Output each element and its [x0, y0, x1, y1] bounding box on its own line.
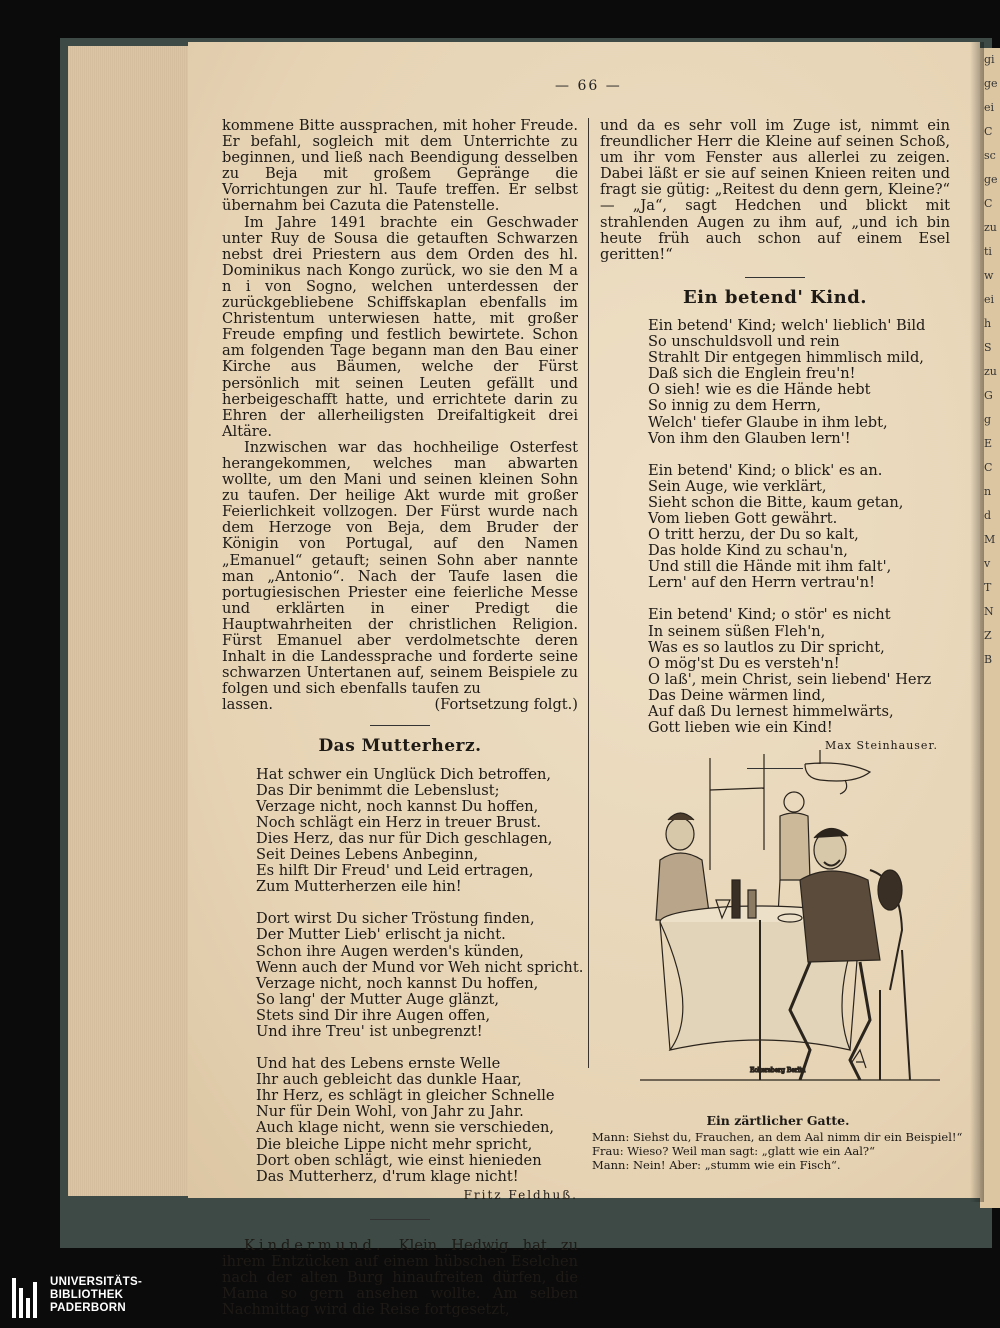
- poem-line: Sieht schon die Bitte, kaum getan,: [648, 493, 904, 511]
- next-page-fragment: gi: [984, 53, 995, 66]
- caption-line: Mann: Nein! Aber: „stumm wie ein Fisch“.: [592, 1158, 841, 1172]
- next-page-fragment: ge: [984, 77, 998, 90]
- column-divider: [588, 118, 589, 1068]
- gutter-shadow: [970, 42, 984, 1202]
- poem-line: Dies Herz, das nur für Dich geschlagen,: [256, 829, 553, 847]
- poem-line: Dort oben schlägt, wie einst hienieden: [256, 1151, 542, 1169]
- library-logo-line: UNIVERSITÄTS-: [50, 1276, 143, 1288]
- poem-line: Von ihm den Glauben lern'!: [648, 429, 851, 447]
- illustration-caption: [592, 1114, 964, 1172]
- right-column: [600, 118, 950, 781]
- caption-line: Frau: Wieso? Weil man sagt: „glatt wie ein Aal?“: [592, 1144, 875, 1158]
- poem-line: Hat schwer ein Unglück Dich betroffen,: [256, 765, 552, 783]
- illustration-signature: Eckersberg Berlin: [750, 1067, 806, 1074]
- poem-stanza: [256, 767, 578, 896]
- poem-line: Das Dir benimmt die Lebenslust;: [256, 781, 500, 799]
- poem-line: Auf daß Du lernest himmelwärts,: [648, 703, 894, 720]
- poem-line: Was es so lautlos zu Dir spricht,: [648, 638, 885, 656]
- poem-betend-kind: [648, 318, 950, 736]
- poem-mutterherz: [256, 765, 584, 1185]
- poem-line: So lang' der Mutter Auge glänzt,: [256, 990, 499, 1008]
- next-page-fragment: ti: [984, 245, 992, 258]
- poem-line: Wenn auch der Mund vor Weh nicht spricht.: [256, 958, 584, 976]
- poem-author: Max Steinhauser.: [824, 739, 938, 753]
- next-page-fragment: g: [984, 413, 992, 426]
- section-rule: [370, 725, 430, 726]
- poem-line: O laß', mein Christ, sein liebend' Herz: [648, 670, 932, 688]
- poem-line: Und hat des Lebens ernste Welle: [256, 1055, 501, 1073]
- poem-line: O mög'st Du es versteh'n!: [648, 654, 840, 672]
- poem-line: Vom lieben Gott gewährt.: [648, 509, 838, 527]
- poem-title: Das Mutterherz.: [318, 736, 482, 757]
- poem-line: Strahlt Dir entgegen himmlisch mild,: [648, 349, 924, 367]
- library-logo-icon: [12, 1278, 42, 1318]
- poem-author: Fritz Feldhuß.: [463, 1187, 578, 1202]
- poem-line: Verzage nicht, noch kannst Du hoffen,: [256, 797, 539, 815]
- next-page-fragment: G: [984, 389, 993, 402]
- poem-stanza: [648, 463, 950, 592]
- poem-line: Stets sind Dir ihre Augen offen,: [256, 1006, 491, 1024]
- intro-paragraph: kommene Bitte aussprachen, mit hoher Freude. Er befahl, sogleich mit dem Unterrichte zu beginnen, und ließ nach Beendigung desselben zu Beja mit großem Gepränge die Vorrichtungen zur hl. Taufe treffen. Er selbst übernahm bei Cazuta die Patenstelle.: [222, 117, 578, 215]
- paragraph-end: [222, 697, 578, 713]
- next-page-fragment: T: [984, 581, 992, 594]
- left-column: [222, 117, 584, 1319]
- next-page-fragment: zu: [984, 365, 997, 378]
- next-page-fragment: ei: [984, 101, 995, 114]
- next-page-fragment: d: [984, 509, 992, 522]
- poem-line: Sein Auge, wie verklärt,: [648, 477, 827, 495]
- next-page-fragment: h: [984, 317, 992, 330]
- poem-line: Es hilft Dir Freud' und Leid ertragen,: [256, 862, 534, 880]
- page-edges: [68, 46, 196, 1196]
- poem-line: Ein betend' Kind; o stör' es nicht: [648, 606, 891, 624]
- next-page-fragment: E: [984, 437, 993, 450]
- intro-paragraph: und da es sehr voll im Zuge ist, nimmt ein freundlicher Herr die Kleine auf seinen Schoß, um ihr vom Fenster aus allerlei zu zeigen. Dabei läßt er sie auf seinen Knieen reiten und fragt sie gütig: „Reitest du denn gern, Kleine?“ — „Ja“, sagt Hedchen und blickt mit strahlenden Augen zu ihm auf, „und ich bin heute früh auch schon auf einem Esel geritten!“: [600, 117, 950, 263]
- poem-stanza: [648, 607, 950, 736]
- library-logo-line: PADERBORN: [50, 1302, 126, 1314]
- poem-line: Die bleiche Lippe nicht mehr spricht,: [256, 1135, 533, 1153]
- paragraph: Inzwischen war das hochheilige Osterfest herangekommen, welches man abwarten wollte, um den Mani und seinen kleinen Sohn zu taufen. Der heilige Akt wurde mit großer Feierlichkeit vollzogen. Der Fürst wurde nach dem Herzoge von Beja, dem Bruder der Königin von Portugal, auf den Namen „Emanuel“ getauft; seinen Sohn aber nannte man „Antonio“. Nach der Taufe lasen die portugiesischen Priester eine feierliche Messe und erklärten in einer Predigt die Hauptwahrheiten der christlichen Religion. Fürst Emanuel aber verdolmetschte deren Inhalt in die Landessprache und forderte seine schwarzen Untertanen auf, seinem Beispiele zu folgen und sich ebenfalls taufen zu: [222, 438, 578, 698]
- caption-line: Mann: Siehst du, Frauchen, an dem Aal nimm dir ein Beispiel!“: [592, 1130, 963, 1144]
- next-page-fragment: ge: [984, 173, 998, 186]
- kindermund-paragraph: [222, 1238, 578, 1318]
- next-page-fragment: n: [984, 485, 992, 498]
- next-page-fragment: S: [984, 341, 992, 354]
- poem-line: O tritt herzu, der Du so kalt,: [648, 526, 859, 544]
- poem-title: Ein betend' Kind.: [682, 286, 868, 308]
- poem-line: Das holde Kind zu schau'n,: [648, 542, 848, 560]
- next-page-fragment: C: [984, 197, 993, 210]
- poem-line: So innig zu dem Herrn,: [648, 397, 822, 415]
- next-page-fragment: w: [984, 269, 994, 282]
- next-page-fragment: C: [984, 125, 993, 138]
- poem-line: Ihr Herz, es schlägt in gleicher Schnelle: [256, 1087, 555, 1105]
- poem-line: Verzage nicht, noch kannst Du hoffen,: [256, 974, 539, 992]
- poem-line: Auch klage nicht, wenn sie verschieden,: [256, 1119, 554, 1137]
- next-page-fragment: zu: [984, 221, 997, 234]
- poem-line: Schon ihre Augen werden's künden,: [256, 942, 524, 960]
- cafe-scene-illustration: [640, 750, 940, 1110]
- poem-line: In seinem süßen Fleh'n,: [648, 622, 826, 640]
- section-rule: [370, 1219, 430, 1220]
- poem-line: O sieh! wie es die Hände hebt: [648, 381, 871, 399]
- poem-stanza: [648, 318, 950, 447]
- next-page-fragment: B: [984, 653, 993, 666]
- next-page-fragment: M: [984, 533, 996, 546]
- poem-stanza: [256, 910, 584, 1040]
- paragraph-last-word: lassen.: [222, 696, 274, 714]
- poem-line: Seit Deines Lebens Anbeginn,: [256, 846, 479, 864]
- poem-line: Ihr auch gebleicht das dunkle Haar,: [256, 1071, 522, 1089]
- poem-line: Dort wirst Du sicher Tröstung finden,: [256, 910, 535, 928]
- poem-line: Lern' auf den Herrn vertrau'n!: [648, 574, 875, 592]
- next-page-fragment: v: [984, 557, 991, 570]
- library-logo-line: BIBLIOTHEK: [50, 1289, 124, 1301]
- poem-line: Ein betend' Kind; o blick' es an.: [648, 461, 883, 479]
- poem-line: Noch schlägt ein Herz in treuer Brust.: [256, 813, 541, 831]
- continuation-note: (Fortsetzung folgt.): [434, 696, 578, 714]
- poem-line: Welch' tiefer Glaube in ihm lebt,: [648, 413, 888, 431]
- next-page-fragment: sc: [984, 149, 996, 162]
- section-rule: [745, 277, 805, 278]
- kindermund-text: Klein Hedwig hat zu ihrem Entzücken auf einem hübschen Eselchen nach der alten Burg hinaufreiten dürfen, die Mama so gern ansehen wollte. Am selben Nachmittag wird die Reise fortgesetzt,: [222, 1236, 578, 1319]
- poem-line: Das Deine wärmen lind,: [648, 686, 826, 704]
- kindermund-label: Kindermund.: [244, 1236, 385, 1254]
- poem-line: Das Mutterherz, d'rum klage nicht!: [256, 1167, 519, 1185]
- poem-line: Daß sich die Englein freu'n!: [648, 365, 856, 383]
- next-page-fragment: N: [984, 605, 994, 618]
- poem-line: Ein betend' Kind; welch' lieblich' Bild: [648, 316, 926, 334]
- poem-line: Und ihre Treu' ist unbegrenzt!: [256, 1022, 483, 1040]
- paragraph: Im Jahre 1491 brachte ein Geschwader unter Ruy de Sousa die getauften Schwarzen nebst drei Priestern aus dem Orden des hl. Dominikus nach Kongo zurück, wo sie den M a n i von Sogno, welchen unterdessen der zurückgebliebene Schiffskaplan ebenfalls im Christentum unterwiesen hatte, mit großer Freude empfing und festlich bewirtete. Schon am folgenden Tage begann man den Bau einer Kirche aus Bäumen, welche der Fürst persönlich mit seinen Leuten gefällt und herbeigeschafft hatte, und errichtete darin zu Ehren der allerheiligsten Dreifaltigkeit drei Altäre.: [222, 213, 578, 440]
- page-number: — 66 —: [555, 78, 622, 94]
- poem-line: Der Mutter Lieb' erlischt ja nicht.: [256, 926, 506, 944]
- next-page-fragment: C: [984, 461, 993, 474]
- lamp-shape: [805, 750, 870, 781]
- poem-line: So unschuldsvoll und rein: [648, 333, 840, 351]
- next-page-fragment: ei: [984, 293, 995, 306]
- next-page-fragment: Z: [984, 629, 992, 642]
- poem-line: Und still die Hände mit ihm falt',: [648, 558, 892, 576]
- library-logo: [12, 1274, 152, 1324]
- poem-line: Nur für Dein Wohl, von Jahr zu Jahr.: [256, 1103, 524, 1121]
- poem-line: Zum Mutterherzen eile hin!: [256, 878, 462, 896]
- poem-stanza: [256, 1056, 578, 1185]
- caption-title: Ein zärtlicher Gatte.: [706, 1113, 850, 1128]
- poem-line: Gott lieben wie ein Kind!: [648, 719, 833, 737]
